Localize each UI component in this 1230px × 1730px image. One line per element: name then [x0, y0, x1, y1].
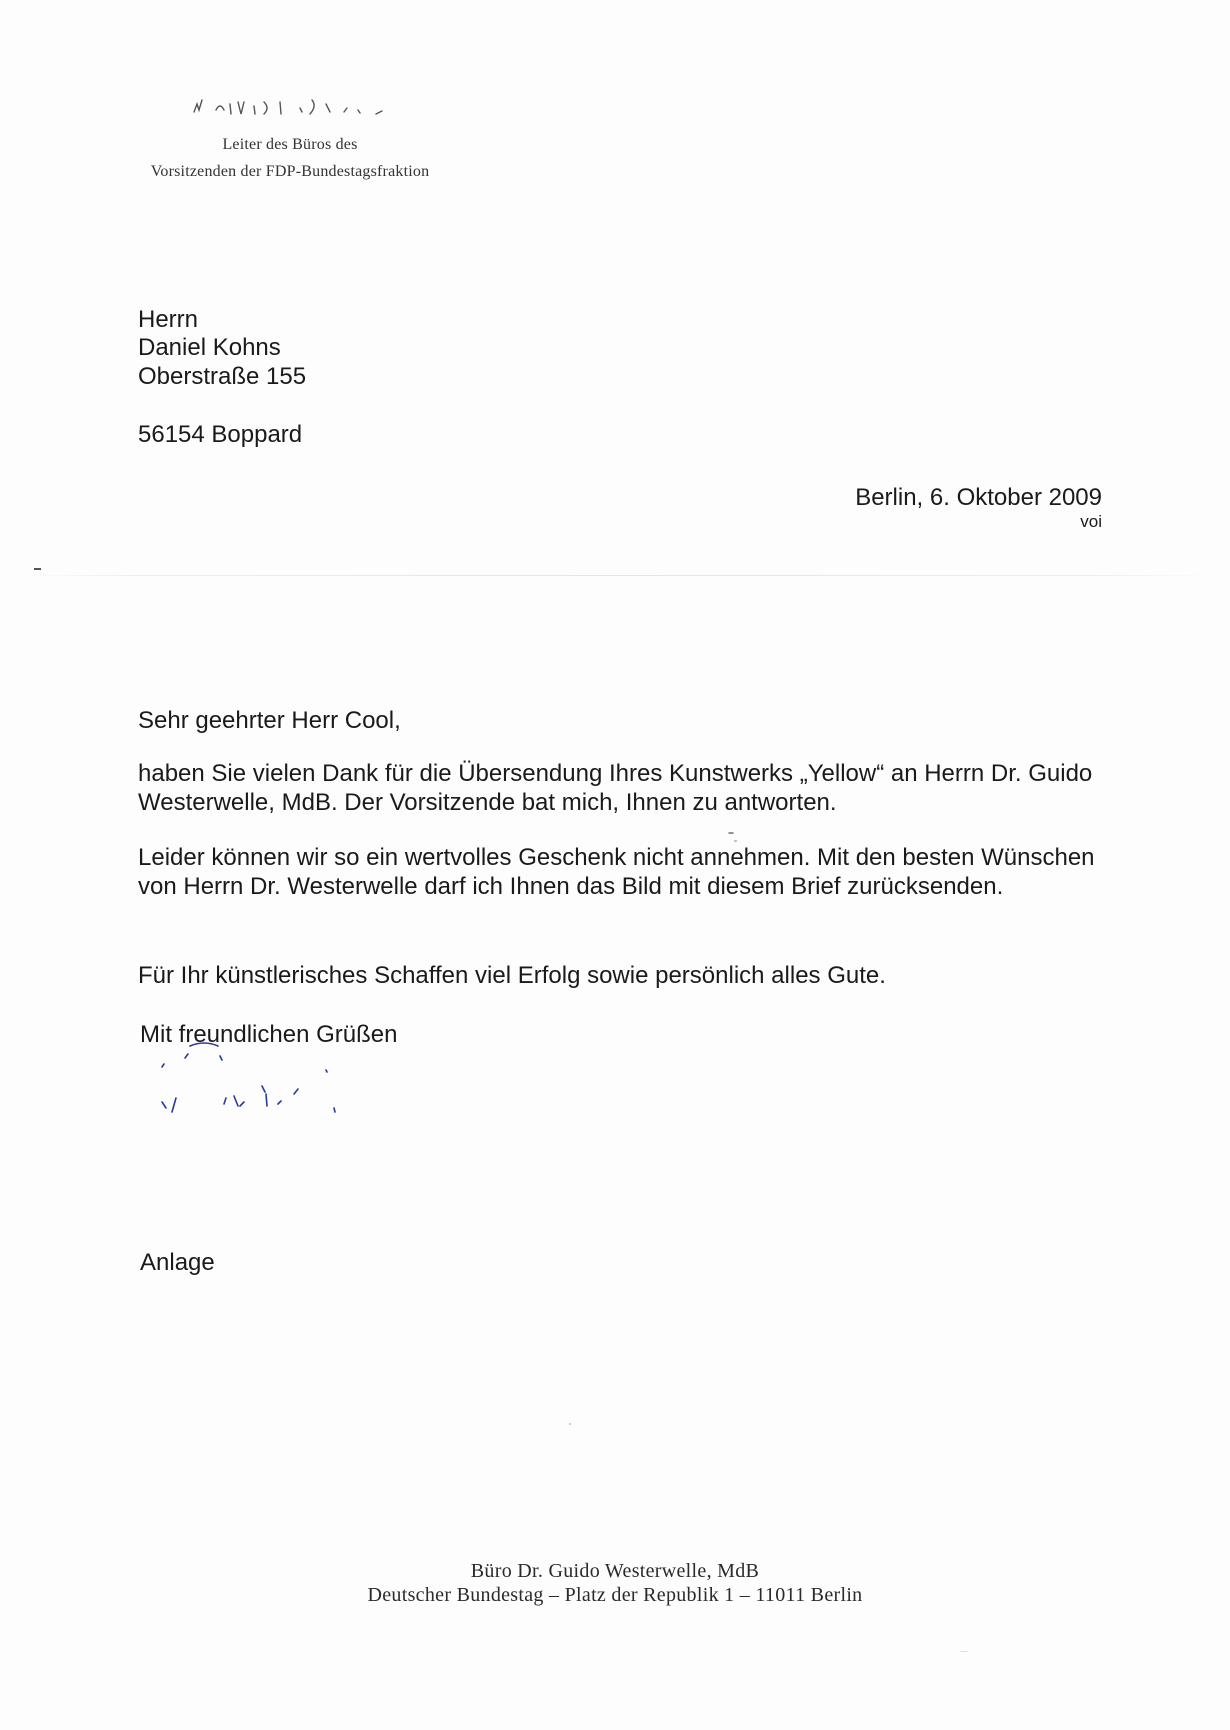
footer-address: Deutscher Bundestag – Platz der Republik 1 – 11011 Berlin — [367, 1584, 863, 1606]
enclosure-note: Anlage — [140, 1249, 215, 1276]
scan-speck — [569, 1423, 571, 1425]
scan-speck — [734, 840, 737, 842]
fold-mark — [34, 568, 41, 570]
scan-speck — [728, 832, 734, 834]
letter-salutation: Sehr geehrter Herr Cool, — [138, 707, 401, 734]
body-paragraph-3: Für Ihr künstlerisches Schaffen viel Erfolg sowie persönlich alles Gute. — [138, 962, 886, 989]
recipient-street: Oberstraße 155 — [138, 363, 307, 390]
fold-line — [0, 575, 1230, 576]
letterhead-subtitle: Vorsitzenden der FDP-Bundestagsfraktion — [150, 163, 430, 180]
recipient-city: 56154 Boppard — [138, 421, 303, 448]
footer-office: Büro Dr. Guido Westerwelle, MdB — [470, 1560, 760, 1582]
letterhead-title: Leiter des Büros des — [222, 136, 358, 153]
body-paragraph-2: Leider können wir so ein wertvolles Geschenk nicht annehmen. Mit den besten Wünschen von Herrn Dr. Westerwelle darf ich Ihnen das Bild mit diesem Brief zurücksenden. — [138, 844, 1095, 900]
recipient-salutation-line: Herrn — [138, 306, 199, 333]
body-paragraph-1: haben Sie vielen Dank für die Übersendung Ihres Kunstwerks „Yellow“ an Herrn Dr. Guido Westerwelle, MdB. Der Vorsitzende bat mich, Ihnen zu antworten. — [138, 760, 1093, 816]
letterhead-name-mark — [188, 90, 408, 120]
reference-code: voi — [1080, 512, 1102, 531]
letter-date: Berlin, 6. Oktober 2009 — [855, 484, 1102, 511]
letter-closing: Mit freundlichen Grüßen — [140, 1021, 398, 1048]
recipient-name: Daniel Kohns — [138, 334, 281, 361]
handwritten-signature — [150, 1040, 390, 1130]
scan-speck — [960, 1651, 968, 1652]
